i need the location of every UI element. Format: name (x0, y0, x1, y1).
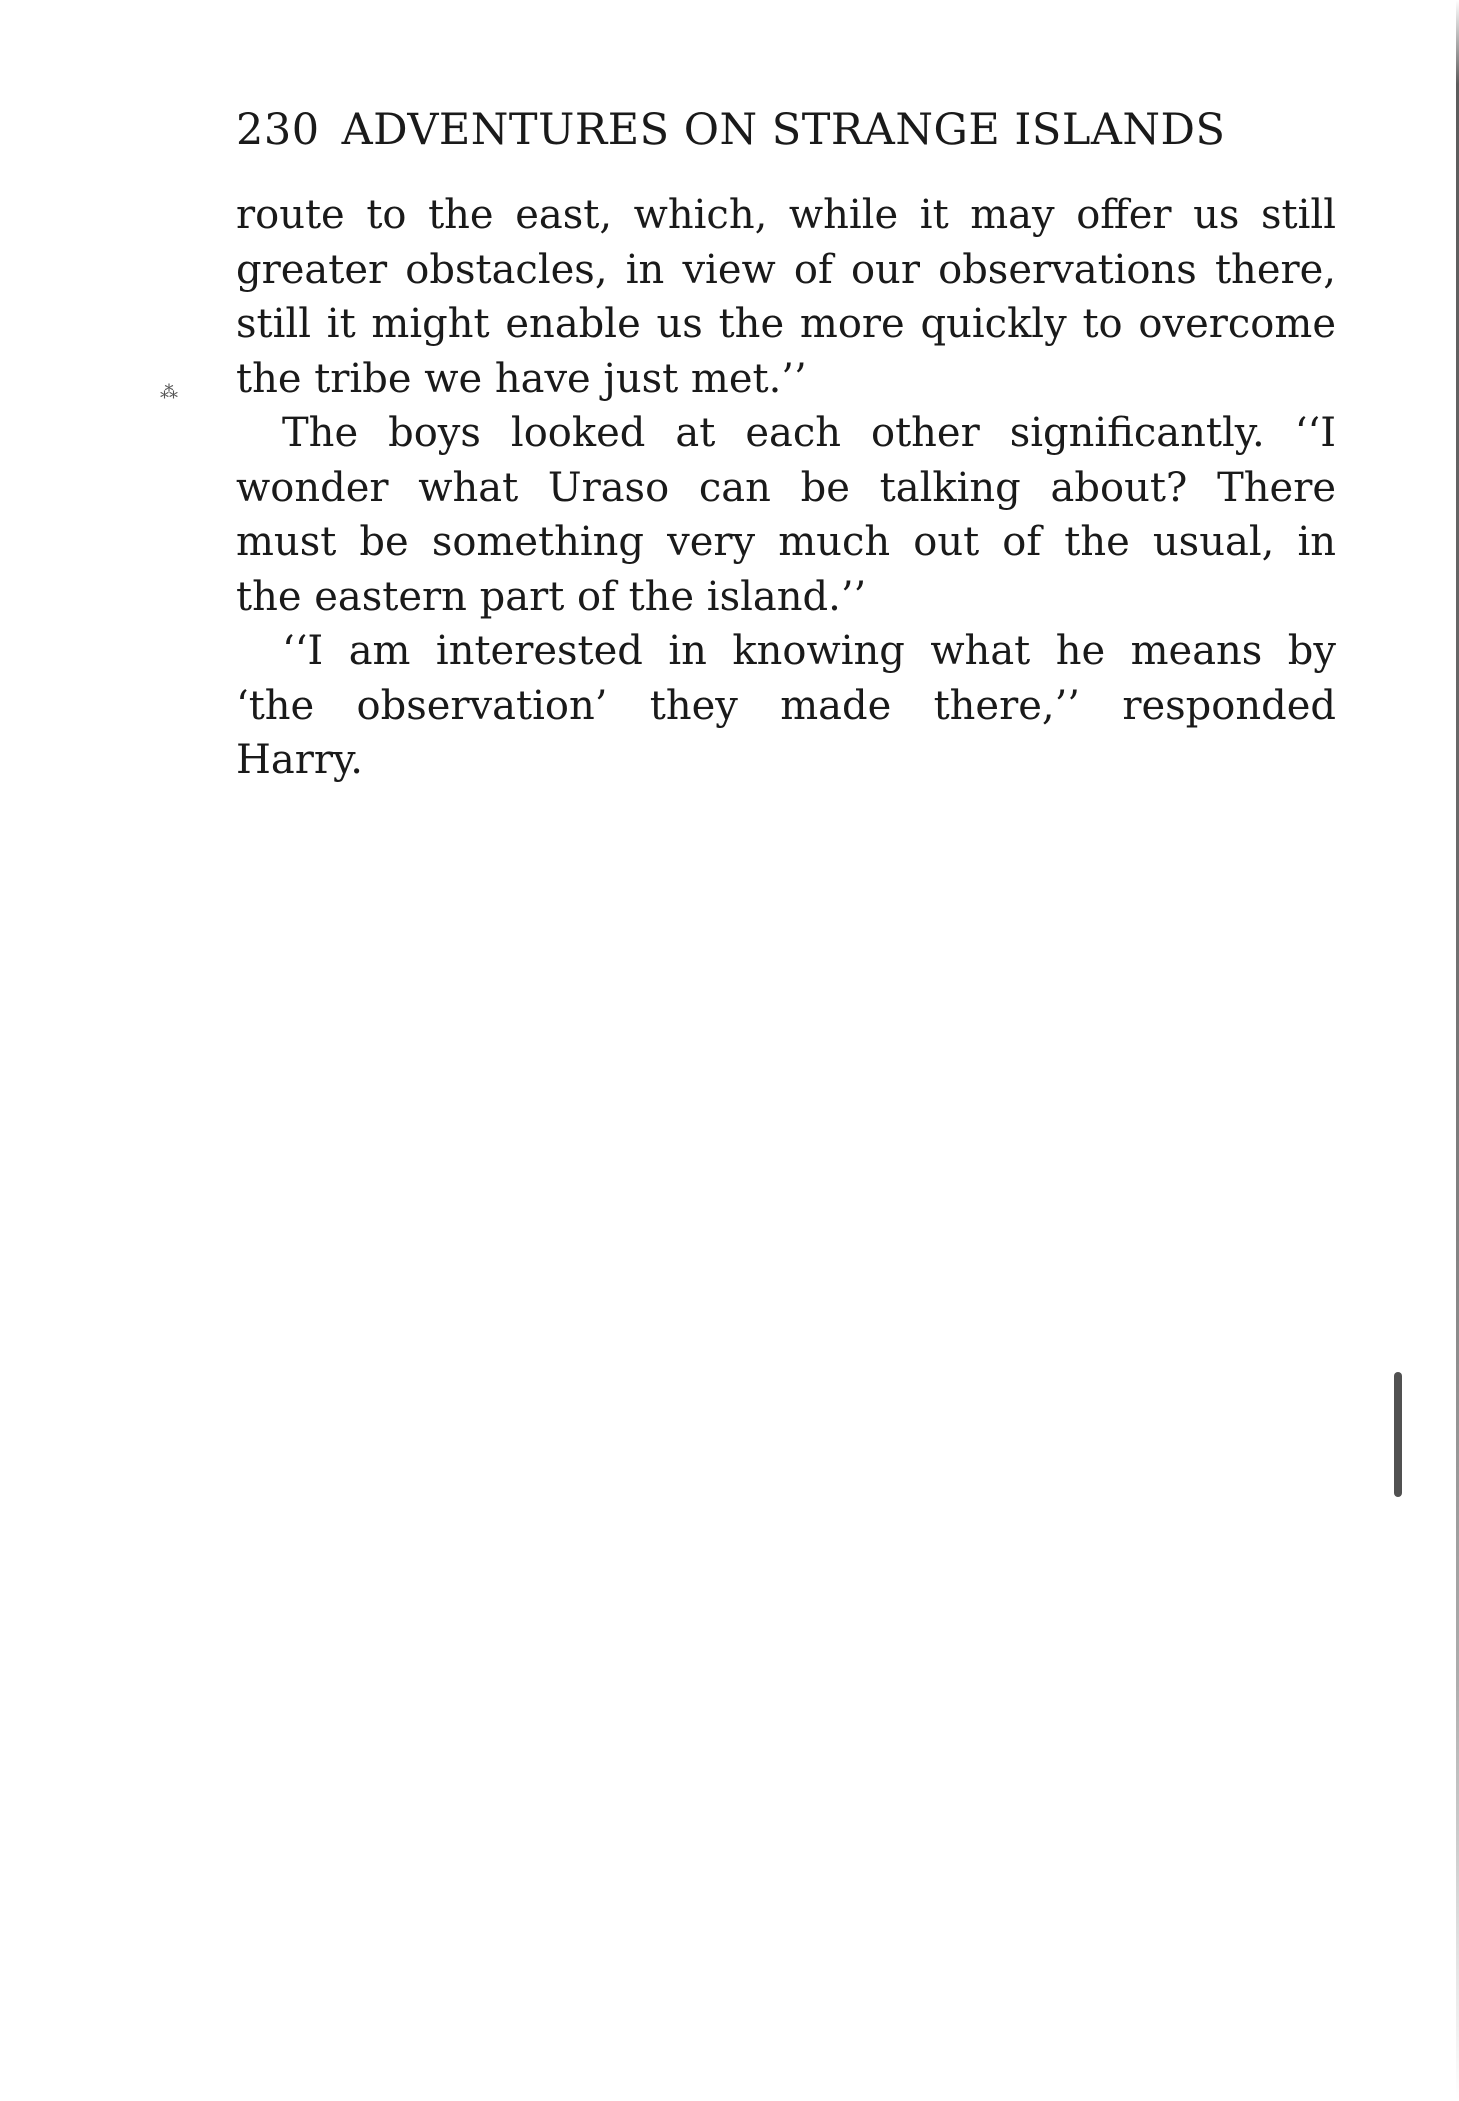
text-line: ‘‘I am interested in knowing what he means by (282, 628, 1336, 674)
text-line: wonder what Uraso can be talking about? There (236, 464, 1336, 511)
text-line: Harry. (236, 737, 363, 783)
text-line: route to the east, which, while it may offer us still (236, 192, 1336, 238)
text-line: ‘the observation’ they made there,’’ responded (236, 682, 1336, 729)
scan-edge-mark (1394, 1372, 1402, 1497)
text-line: The boys looked at each other significantly. ‘‘I (282, 410, 1336, 456)
body-text (236, 188, 1336, 788)
text-line: still it might enable us the more quickly to overcome (236, 301, 1336, 347)
running-title: ADVENTURES ON STRANGE ISLANDS (341, 105, 1226, 155)
text-line: must be something very much out of the usual, in (236, 519, 1336, 565)
text-line: the tribe we have just met.’’ (236, 355, 807, 402)
text-line: greater obstacles, in view of our observations there, (236, 246, 1336, 293)
running-header (236, 100, 1316, 160)
text-line: the eastern part of the island.’’ (236, 573, 867, 620)
page-number: 230 (236, 105, 320, 155)
ink-speck-icon: ⁂ (160, 382, 178, 403)
